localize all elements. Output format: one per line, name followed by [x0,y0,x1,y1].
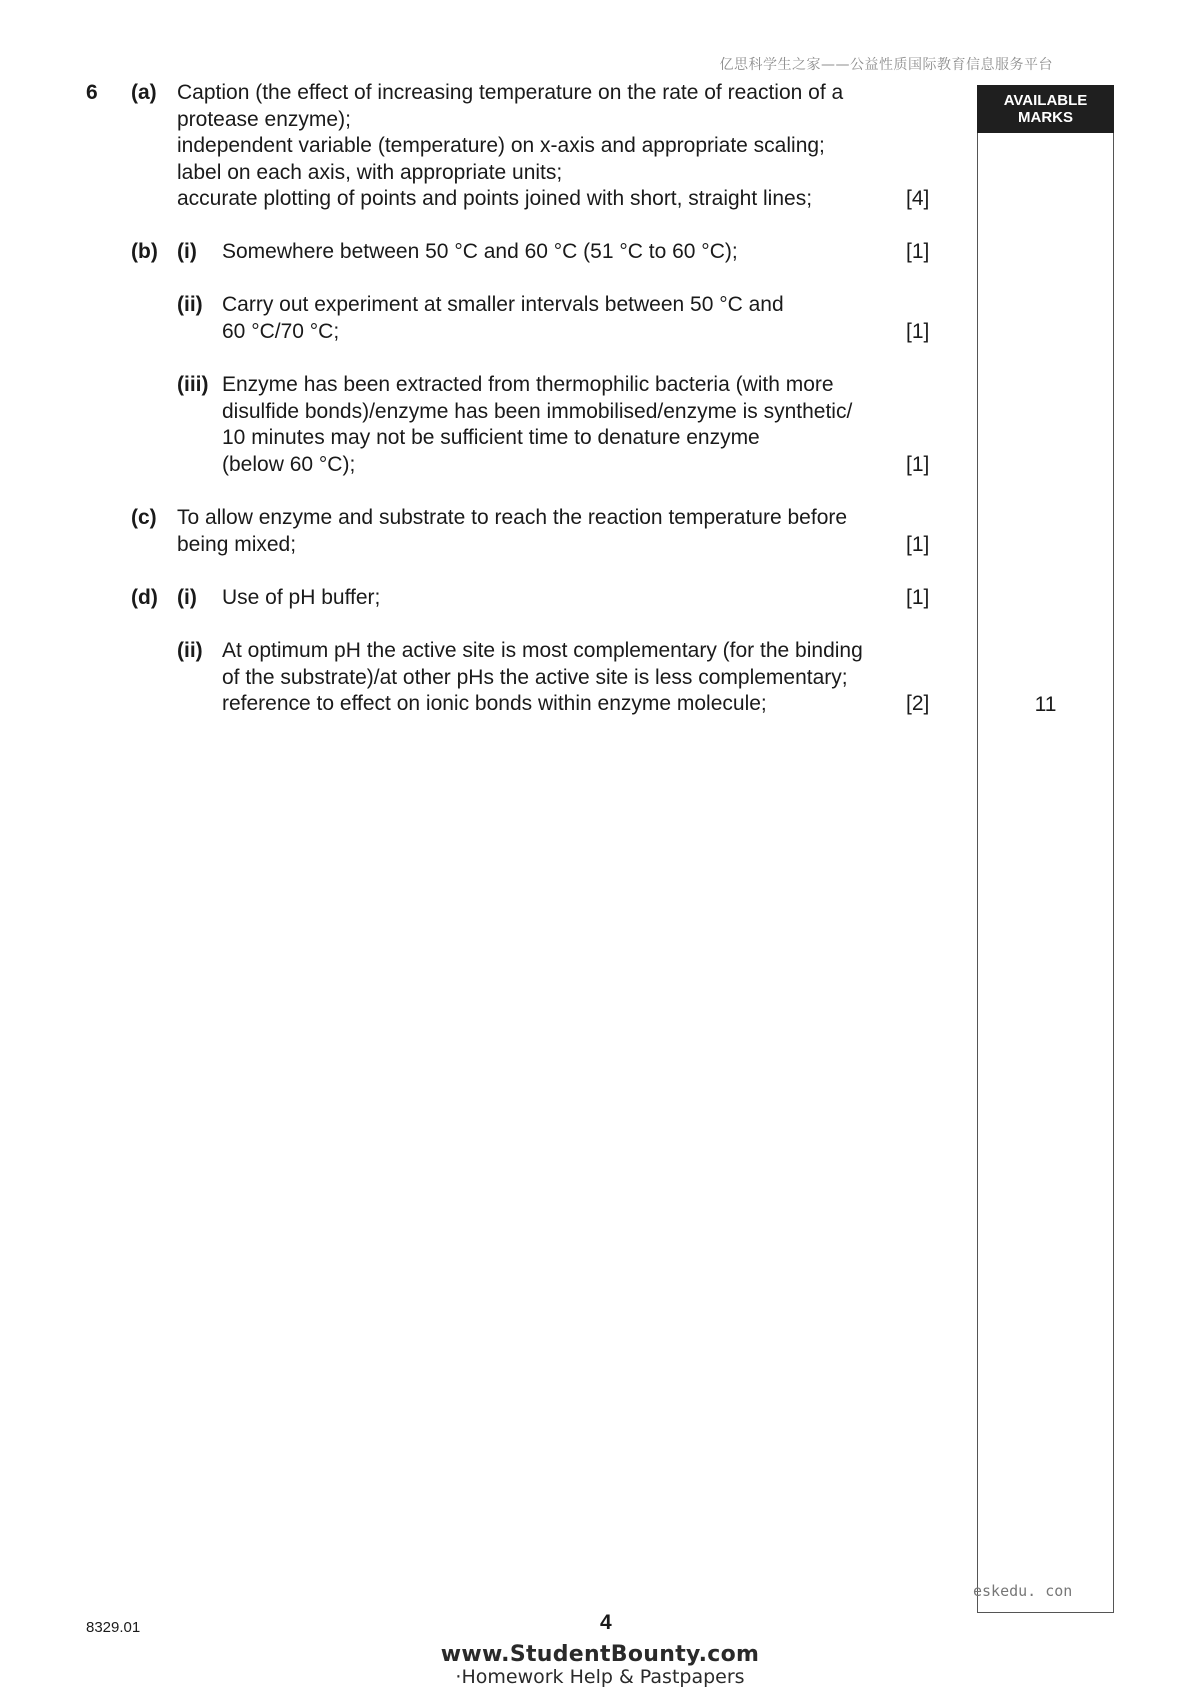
part-d-ii-mark: [2] [906,692,930,715]
part-c-line: being mixed; [177,532,297,556]
part-c-mark: [1] [906,533,930,556]
part-d-ii-text [222,638,863,718]
part-a-mark: [4] [906,187,930,210]
part-a-line: accurate plotting of points and points joined with short, straight lines; [177,187,813,210]
part-b-iii-line: (below 60 °C); [222,452,356,476]
available-marks-total: 11 [1034,693,1057,716]
part-d-i-mark: [1] [906,586,930,609]
part-b-iii-mark: [1] [906,453,930,476]
part-a-line: label on each axis, with appropriate units; [177,160,563,184]
part-d-ii-line: of the substrate)/at other pHs the active site is less complementary; [222,665,848,689]
part-b-ii-line: Carry out experiment at smaller intervals between 50 °C and [222,293,784,316]
part-b-label: (b) [131,240,158,263]
part-d-ii-line: reference to effect on ionic bonds within enzyme molecule; [222,692,767,715]
question-number: 6 [86,81,98,104]
part-b-ii-line: 60 °C/70 °C; [222,319,340,343]
available-marks-column [977,85,1114,1613]
part-b-ii-label: (ii) [177,293,203,316]
part-b-iii-line: 10 minutes may not be sufficient time to denature enzyme [222,426,760,449]
part-c-text [177,505,847,558]
part-a-line: Caption (the effect of increasing temperature on the rate of reaction of a [177,81,844,104]
heading-line2: MARKS [1018,109,1073,126]
part-b-i-text: Somewhere between 50 °C and 60 °C (51 °C to 60 °C); [222,240,738,263]
heading-line1: AVAILABLE [1003,92,1088,109]
part-b-iii-label: (iii) [177,373,209,396]
part-d-ii-label: (ii) [177,639,203,662]
part-b-i-label: (i) [177,240,197,263]
logo-line2: ·Homework Help & Pastpapers [455,1666,745,1688]
page-number: 4 [600,1611,612,1634]
part-b-ii-text [222,292,784,345]
part-c-label: (c) [131,506,157,529]
available-marks-heading [977,85,1114,133]
part-a-line: independent variable (temperature) on x-axis and appropriate scaling; [177,134,825,157]
part-b-i-mark: [1] [906,240,930,263]
part-d-i-label: (i) [177,586,197,609]
part-d-i-text: Use of pH buffer; [222,586,381,609]
part-b-iii-text [222,372,852,478]
footer-watermark: eskedu. con [973,1582,1073,1600]
part-b-ii-mark: [1] [906,320,930,343]
part-b-iii-line: disulfide bonds)/enzyme has been immobilised/enzyme is synthetic/ [222,399,853,423]
part-b-iii-line: Enzyme has been extracted from thermophilic bacteria (with more [222,373,834,396]
studentbounty-logo [440,1643,760,1687]
part-c-line: To allow enzyme and substrate to reach the reaction temperature before [177,506,848,529]
part-a-text [177,80,843,213]
part-d-label: (d) [131,586,158,609]
paper-code: 8329.01 [86,1619,141,1636]
part-a-line: protease enzyme); [177,107,351,131]
header-watermark: 亿思科学生之家——公益性质国际教育信息服务平台 [719,57,1053,73]
part-d-ii-line: At optimum pH the active site is most complementary (for the binding [222,639,863,662]
part-a-label: (a) [131,81,157,104]
logo-line1: www.StudentBounty.com [440,1642,760,1667]
